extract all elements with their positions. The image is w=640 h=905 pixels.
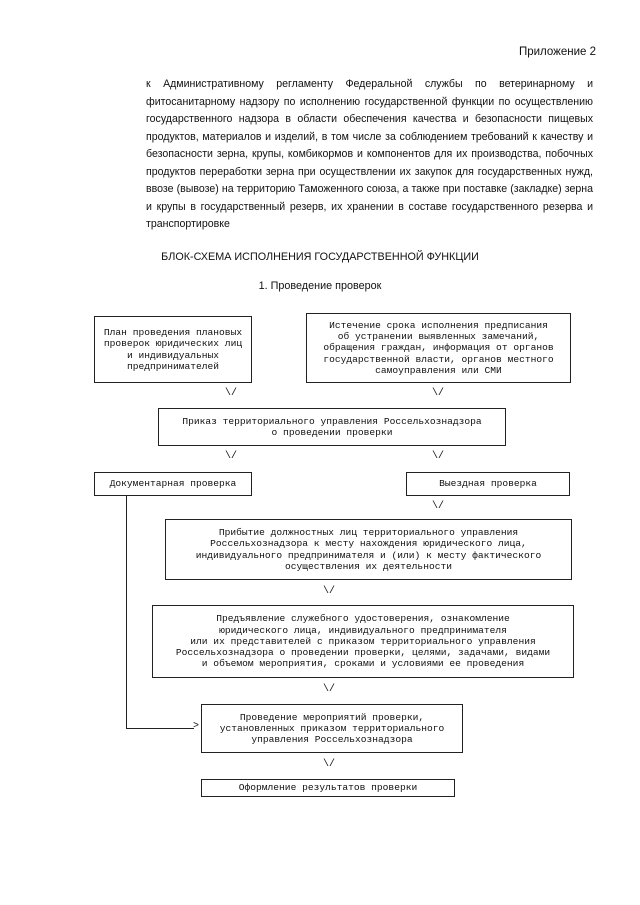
arrow-presentation-down: \/ [323, 684, 336, 695]
box-results: Оформление результатов проверки [201, 779, 455, 797]
arrow-expiry-down: \/ [432, 388, 445, 399]
appendix-label: Приложение 2 [518, 46, 596, 58]
section-subtitle: 1. Проведение проверок [258, 280, 382, 292]
arrow-onsite-down: \/ [432, 501, 445, 512]
intro-paragraph: к Административному регламенту Федеральной службы по ветеринарному и фитосанитарному надзору по исполнению государственной функции по осуществлению государственного надзора в области обеспечения качества и безопасности пищевых продуктов, материалов и изделий, в том числе за соблюдением требований к качеству и безопасности зерна, крупы, комбикормов и компонентов для их производства, побочных продуктов переработки зерна при осуществлении их закупок для государственных нужд, ввозе (вывозе) на территорию Таможенного союза, а также при поставке (закладке) зерна и крупы в государственный резерв, их хранении в составе государственного резерва и транспортировке [146, 78, 593, 230]
box-documentary: Документарная проверка [94, 472, 252, 496]
arrow-arrival-down: \/ [323, 586, 336, 597]
box-expiry: Истечение срока исполнения предписания об устранении выявленных замечаний, обращения граждан, информация от органов государственной власти, органов местного самоуправления или СМИ [306, 313, 571, 383]
arrow-order-left-down: \/ [225, 451, 238, 462]
box-plan: План проведения плановых проверок юридических лиц и индивидуальных предпринимателей [94, 316, 252, 383]
box-presentation: Предъявление служебного удостоверения, ознакомление юридического лица, индивидуального предпринимателя или их представителей с приказом территориального управления Россельхознадзора о проведении проверки, целями, задачами, видами и объемом мероприятия, сроками и условиями ее проведения [152, 605, 574, 678]
box-arrival: Прибытие должностных лиц территориального управления Россельхознадзора к месту нахождения юридического лица, индивидуального предпринимателя и (или) к месту фактического осуществления их деятельности [165, 519, 572, 580]
connector-documentary-horizontal [126, 728, 194, 729]
arrow-measures-down: \/ [323, 759, 336, 770]
connector-documentary-vertical [126, 496, 127, 728]
scheme-title: БЛОК-СХЕМА ИСПОЛНЕНИЯ ГОСУДАРСТВЕННОЙ ФУНКЦИИ [161, 251, 479, 263]
box-measures: Проведение мероприятий проверки, установленных приказом территориального управления Россельхознадзора [201, 704, 463, 753]
arrow-order-right-down: \/ [432, 451, 445, 462]
box-onsite: Выездная проверка [406, 472, 570, 496]
box-order: Приказ территориального управления Россельхознадзора о проведении проверки [158, 408, 506, 446]
arrow-plan-down: \/ [225, 388, 238, 399]
arrow-documentary-right: > [193, 721, 200, 732]
